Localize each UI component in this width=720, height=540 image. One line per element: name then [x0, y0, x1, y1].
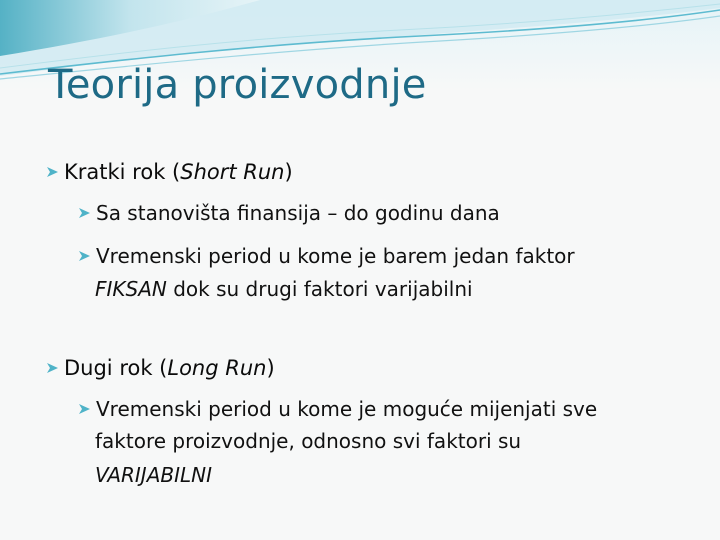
slide-title: Teorija proizvodnje — [48, 62, 427, 108]
arrow-bullet-icon — [76, 247, 94, 265]
item-text-italic: FIKSAN — [95, 277, 167, 301]
heading-prefix: Kratki rok ( — [64, 160, 181, 184]
section-heading-short-run — [44, 160, 293, 184]
list-item — [76, 239, 575, 273]
list-item-continuation — [95, 277, 473, 301]
heading-suffix: ) — [284, 160, 293, 184]
item-text-italic: VARIJABILNI — [95, 463, 213, 487]
item-text: Sa stanovišta finansija – do godinu dana — [96, 201, 500, 225]
arrow-bullet-icon — [44, 163, 62, 181]
item-text: Vremenski period u kome je moguće mijenjati sve — [96, 397, 598, 421]
heading-suffix: ) — [266, 356, 275, 380]
list-item-continuation: faktore proizvodnje, odnosno svi faktori su — [95, 429, 522, 453]
arrow-bullet-icon — [44, 359, 62, 377]
section-heading-long-run — [44, 356, 275, 380]
arrow-bullet-icon — [76, 400, 94, 418]
item-text: Vremenski period u kome je barem jedan faktor — [96, 244, 575, 268]
heading-prefix: Dugi rok ( — [64, 356, 168, 380]
list-item-continuation — [95, 463, 212, 487]
heading-italic: Short Run — [180, 160, 285, 184]
arrow-bullet-icon — [76, 204, 94, 222]
list-item — [76, 196, 500, 230]
heading-italic: Long Run — [167, 356, 267, 380]
item-text: dok su drugi faktori varijabilni — [166, 277, 473, 301]
list-item — [76, 392, 597, 426]
